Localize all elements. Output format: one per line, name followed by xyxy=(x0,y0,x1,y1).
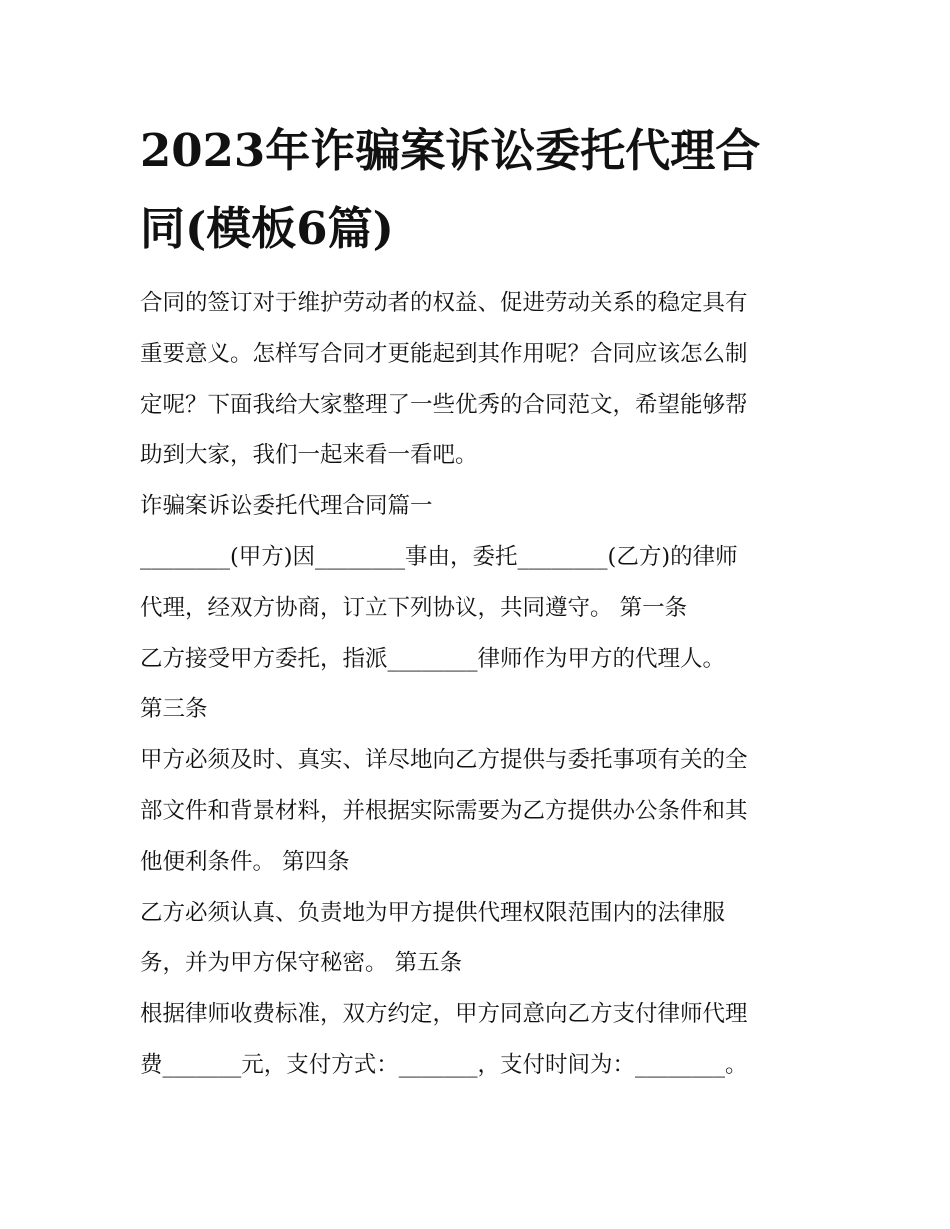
contract-line-9: 务，并为甲方保守秘密。 第五条 xyxy=(140,950,463,977)
contract-line-2: 代理，经双方协商，订立下列协议，共同遵守。 第一条 xyxy=(140,594,688,621)
clause-heading-3: 第三条 xyxy=(140,696,208,723)
document-page xyxy=(140,112,820,1091)
document-title xyxy=(140,112,820,268)
contract-line-8: 乙方必须认真、负责地为甲方提供代理权限范围内的法律服 xyxy=(140,899,726,926)
contract-line-10: 根据律师收费标准，双方约定，甲方同意向乙方支付律师代理 xyxy=(140,1001,748,1028)
intro-line-3: 定呢？下面我给大家整理了一些优秀的合同范文，希望能够帮 xyxy=(140,391,748,418)
contract-line-1: ________(甲方)因________事由，委托________(乙方)的律师 xyxy=(140,543,738,570)
contract-line-11: 费_______元，支付方式：_______，支付时间为：________。 xyxy=(140,1051,748,1078)
intro-line-4: 助到大家，我们一起来看一看吧。 xyxy=(140,442,478,469)
contract-line-3: 乙方接受甲方委托，指派________律师作为甲方的代理人。 xyxy=(140,645,726,672)
title-line-1: 2023年诈骗案诉讼委托代理合 xyxy=(140,124,761,177)
title-line-2: 同(模板6篇) xyxy=(140,202,394,255)
section-heading: 诈骗案诉讼委托代理合同篇一 xyxy=(140,493,433,520)
intro-line-1: 合同的签订对于维护劳动者的权益、促进劳动关系的稳定具有 xyxy=(140,290,748,316)
contract-line-5: 甲方必须及时、真实、详尽地向乙方提供与委托事项有关的全 xyxy=(140,747,748,774)
contract-line-7: 他便利条件。 第四条 xyxy=(140,848,350,875)
document-body xyxy=(140,278,820,1091)
contract-line-6: 部文件和背景材料，并根据实际需要为乙方提供办公条件和其 xyxy=(140,797,748,824)
intro-line-2: 重要意义。怎样写合同才更能起到其作用呢？合同应该怎么制 xyxy=(140,340,748,367)
